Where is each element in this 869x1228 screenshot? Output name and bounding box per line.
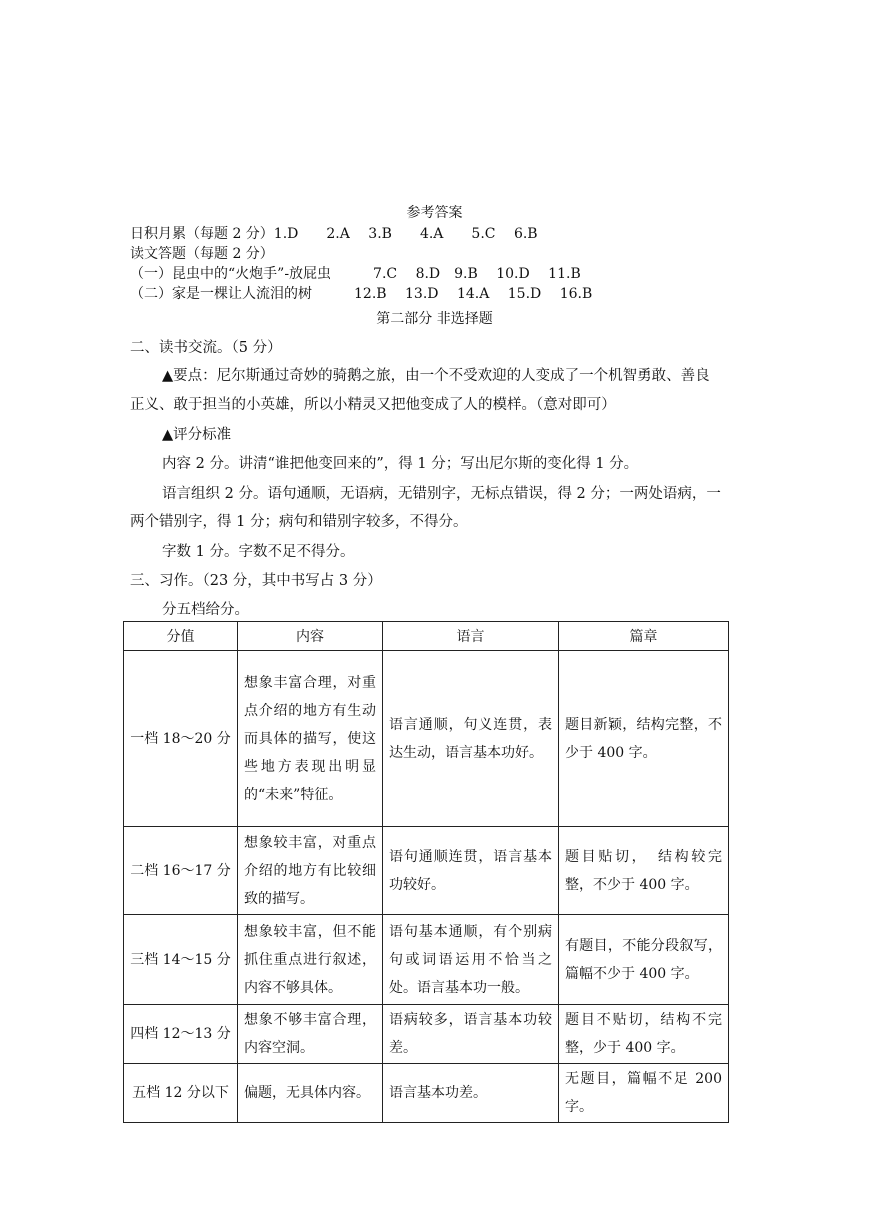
grading-note: 分五档给分。 bbox=[162, 602, 249, 618]
header-score: 分值 bbox=[124, 622, 238, 651]
answers-line-passage-2: （二）家是一棵让人流泪的树 12.B 13.D 14.A 15.D 16.B bbox=[130, 286, 593, 302]
page-title: 参考答案 bbox=[406, 205, 463, 221]
header-structure: 篇章 bbox=[559, 622, 729, 651]
answers-line-basics: 日积月累（每题 2 分）1.D 2.A 3.B 4.A 5.C 6.B bbox=[130, 226, 538, 242]
table-row bbox=[124, 1064, 729, 1123]
content-cell: 想象较丰富，对重点介绍的地方有比较细致的描写。 bbox=[238, 827, 383, 915]
content-cell: 想象不够丰富合理，内容空洞。 bbox=[238, 1005, 383, 1064]
structure-cell: 题目不贴切，结构不完整，少于 400 字。 bbox=[559, 1005, 729, 1064]
header-language: 语言 bbox=[383, 622, 559, 651]
language-cell: 语言基本功差。 bbox=[383, 1064, 559, 1123]
table-header-row bbox=[124, 622, 729, 651]
level-cell: 三档 14～15 分 bbox=[124, 915, 238, 1005]
answers-line-reading: 读文答题（每题 2 分） bbox=[130, 246, 274, 262]
language-cell: 语句基本通顺，有个别病句或词语运用不恰当之处。语言基本功一般。 bbox=[383, 915, 559, 1005]
structure-cell: 题目新颖，结构完整，不少于 400 字。 bbox=[559, 651, 729, 827]
header-content: 内容 bbox=[238, 622, 383, 651]
scoring-criteria-label: ▲评分标准 bbox=[162, 427, 232, 443]
section-reading-heading: 二、读书交流。（5 分） bbox=[130, 340, 282, 356]
criteria-language-line-2: 两个错别字，得 1 分；病句和错别字较多，不得分。 bbox=[130, 514, 468, 530]
table-row bbox=[124, 1005, 729, 1064]
table-row bbox=[124, 827, 729, 915]
language-cell: 语病较多，语言基本功较差。 bbox=[383, 1005, 559, 1064]
criteria-language-line-1: 语言组织 2 分。语句通顺，无语病，无错别字，无标点错误，得 2 分；一两处语病，一 bbox=[162, 486, 721, 502]
level-cell: 一档 18～20 分 bbox=[124, 651, 238, 827]
answers-line-passage-1: （一）昆虫中的“火炮手”-放屁虫 7.C 8.D 9.B 10.D 11.B bbox=[130, 266, 581, 282]
language-cell: 语言通顺，句义连贯，表达生动，语言基本功好。 bbox=[383, 651, 559, 827]
structure-cell: 无题目，篇幅不足 200 字。 bbox=[559, 1064, 729, 1123]
level-cell: 五档 12 分以下 bbox=[124, 1064, 238, 1123]
key-points-line-1: ▲要点：尼尔斯通过奇妙的骑鹅之旅，由一个不受欢迎的人变成了一个机智勇敢、善良 bbox=[162, 368, 710, 384]
structure-cell: 有题目，不能分段叙写，篇幅不少于 400 字。 bbox=[559, 915, 729, 1005]
key-points-line-2: 正义、敢于担当的小英雄，所以小精灵又把他变成了人的模样。（意对即可） bbox=[130, 397, 616, 413]
part-two-title: 第二部分 非选择题 bbox=[376, 311, 493, 327]
criteria-word-count: 字数 1 分。字数不足不得分。 bbox=[162, 544, 355, 560]
level-cell: 四档 12～13 分 bbox=[124, 1005, 238, 1064]
table-row bbox=[124, 651, 729, 827]
table-row bbox=[124, 915, 729, 1005]
content-cell: 想象丰富合理，对重点介绍的地方有生动而具体的描写，使这些地方表现出明显的“未来”特征。 bbox=[238, 651, 383, 827]
level-cell: 二档 16～17 分 bbox=[124, 827, 238, 915]
criteria-content: 内容 2 分。讲清“谁把他变回来的”，得 1 分；写出尼尔斯的变化得 1 分。 bbox=[162, 456, 639, 472]
grading-table bbox=[123, 621, 729, 1123]
section-writing-heading: 三、习作。（23 分，其中书写占 3 分） bbox=[130, 573, 382, 589]
language-cell: 语句通顺连贯，语言基本功较好。 bbox=[383, 827, 559, 915]
content-cell: 想象较丰富，但不能抓住重点进行叙述，内容不够具体。 bbox=[238, 915, 383, 1005]
content-cell: 偏题，无具体内容。 bbox=[238, 1064, 383, 1123]
structure-cell: 题目贴切， 结构较完整，不少于 400 字。 bbox=[559, 827, 729, 915]
